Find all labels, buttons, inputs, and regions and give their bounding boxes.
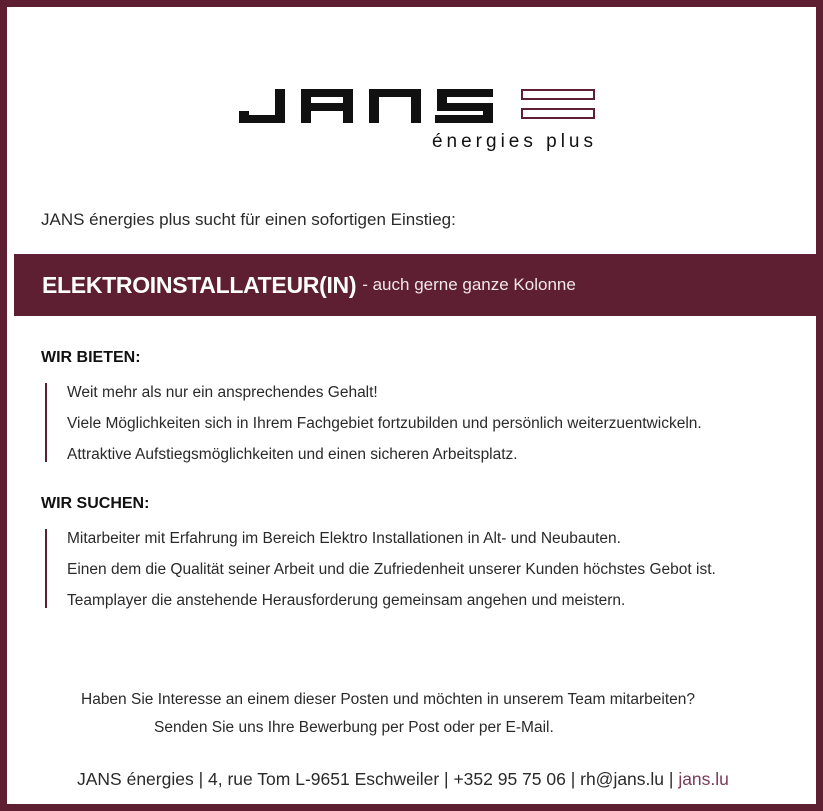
offer-list-rule <box>45 383 47 462</box>
offer-section <box>41 349 702 470</box>
footer-contact <box>77 769 729 790</box>
closing-line-1: Haben Sie Interesse an einem dieser Posten und möchten in unserem Team mitarbeiten? <box>81 691 696 708</box>
closing-text <box>7 686 823 742</box>
offer-heading: WIR BIETEN: <box>41 349 141 366</box>
logo-tagline: énergies plus <box>431 131 597 152</box>
job-title-banner <box>14 254 823 316</box>
search-section <box>41 495 716 616</box>
offer-list <box>41 377 702 470</box>
list-item: Einen dem die Qualität seiner Arbeit und die Zufriedenheit unserer Kunden höchstes Gebot ist. <box>67 561 716 578</box>
list-item: Weit mehr als nur ein ansprechendes Gehalt! <box>67 384 378 401</box>
list-item: Teamplayer die anstehende Herausforderung gemeinsam angehen und meistern. <box>67 592 626 609</box>
search-heading: WIR SUCHEN: <box>41 495 150 512</box>
website-link[interactable]: jans.lu <box>678 769 729 789</box>
job-title: ELEKTROINSTALLATEUR(IN) <box>42 271 357 298</box>
job-subtitle: - auch gerne ganze Kolonne <box>362 275 576 294</box>
footer-contact-text: JANS énergies | 4, rue Tom L-9651 Eschweiler | +352 95 75 06 | rh@jans.lu | <box>77 769 674 789</box>
intro-text: JANS énergies plus sucht für einen sofortigen Einstieg: <box>41 210 456 229</box>
search-list <box>41 523 716 616</box>
jans-wordmark <box>235 81 505 131</box>
logo-bars-icon <box>521 89 599 123</box>
list-item: Mitarbeiter mit Erfahrung im Bereich Elektro Installationen in Alt- und Neubauten. <box>67 530 621 547</box>
jans-logo <box>235 81 605 153</box>
search-list-rule <box>45 529 47 608</box>
closing-line-2: Senden Sie uns Ihre Bewerbung per Post oder per E-Mail. <box>154 719 554 736</box>
list-item: Viele Möglichkeiten sich in Ihrem Fachgebiet fortzubilden und persönlich weiterzuentwickeln. <box>67 415 702 432</box>
list-item: Attraktive Aufstiegsmöglichkeiten und einen sicheren Arbeitsplatz. <box>67 446 518 463</box>
